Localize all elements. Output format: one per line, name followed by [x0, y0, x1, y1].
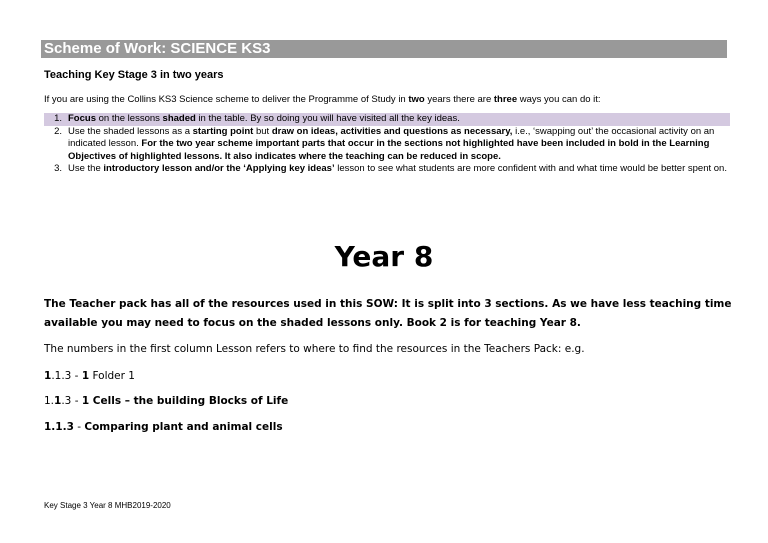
example-folder: 1.1.3 - 1 Folder 1 — [44, 370, 135, 382]
options-list — [44, 113, 730, 176]
footer-text: Key Stage 3 Year 8 MHB2019-2020 — [44, 501, 171, 510]
option-3: 3. Use the introductory lesson and/or the ‘Applying key ideas’ lesson to see what students are more confident with and what time would be better spent on. — [54, 163, 727, 174]
example-lesson: 1.1.3 - Comparing plant and animal cells — [44, 421, 283, 433]
option-1: 1. Focus on the lessons shaded in the table. By so doing you will have visited all the key ideas. — [44, 113, 730, 126]
numbering-paragraph: The numbers in the first column Lesson refers to where to find the resources in the Teachers Pack: e.g. — [44, 343, 585, 355]
subtitle: Teaching Key Stage 3 in two years — [44, 69, 224, 81]
teacher-pack-paragraph: The Teacher pack has all of the resources used in this SOW: It is split into 3 sections. As we have less teaching time available you may need to focus on the shaded lessons only. Book 2 is for teaching Year 8. — [44, 298, 732, 329]
page-header: Scheme of Work: SCIENCE KS3 — [41, 40, 727, 58]
intro-text: If you are using the Collins KS3 Science scheme to deliver the Programme of Study in two years there are three ways you can do it: — [44, 94, 601, 105]
year-title: Year 8 — [334, 240, 434, 273]
example-chapter: 1.1.3 - 1 Cells – the building Blocks of Life — [44, 395, 289, 407]
option-2: 2. Use the shaded lessons as a starting point but draw on ideas, activities and questions as necessary, i.e., ‘swapping out’ the occasional activity on an indicated lesson. For the two year scheme important parts that occur in the sections not highlighted have been included in bold in the Learning Objectives of highlighted lessons. It also indicates where the teaching can be reduced in scope. — [54, 125, 715, 162]
